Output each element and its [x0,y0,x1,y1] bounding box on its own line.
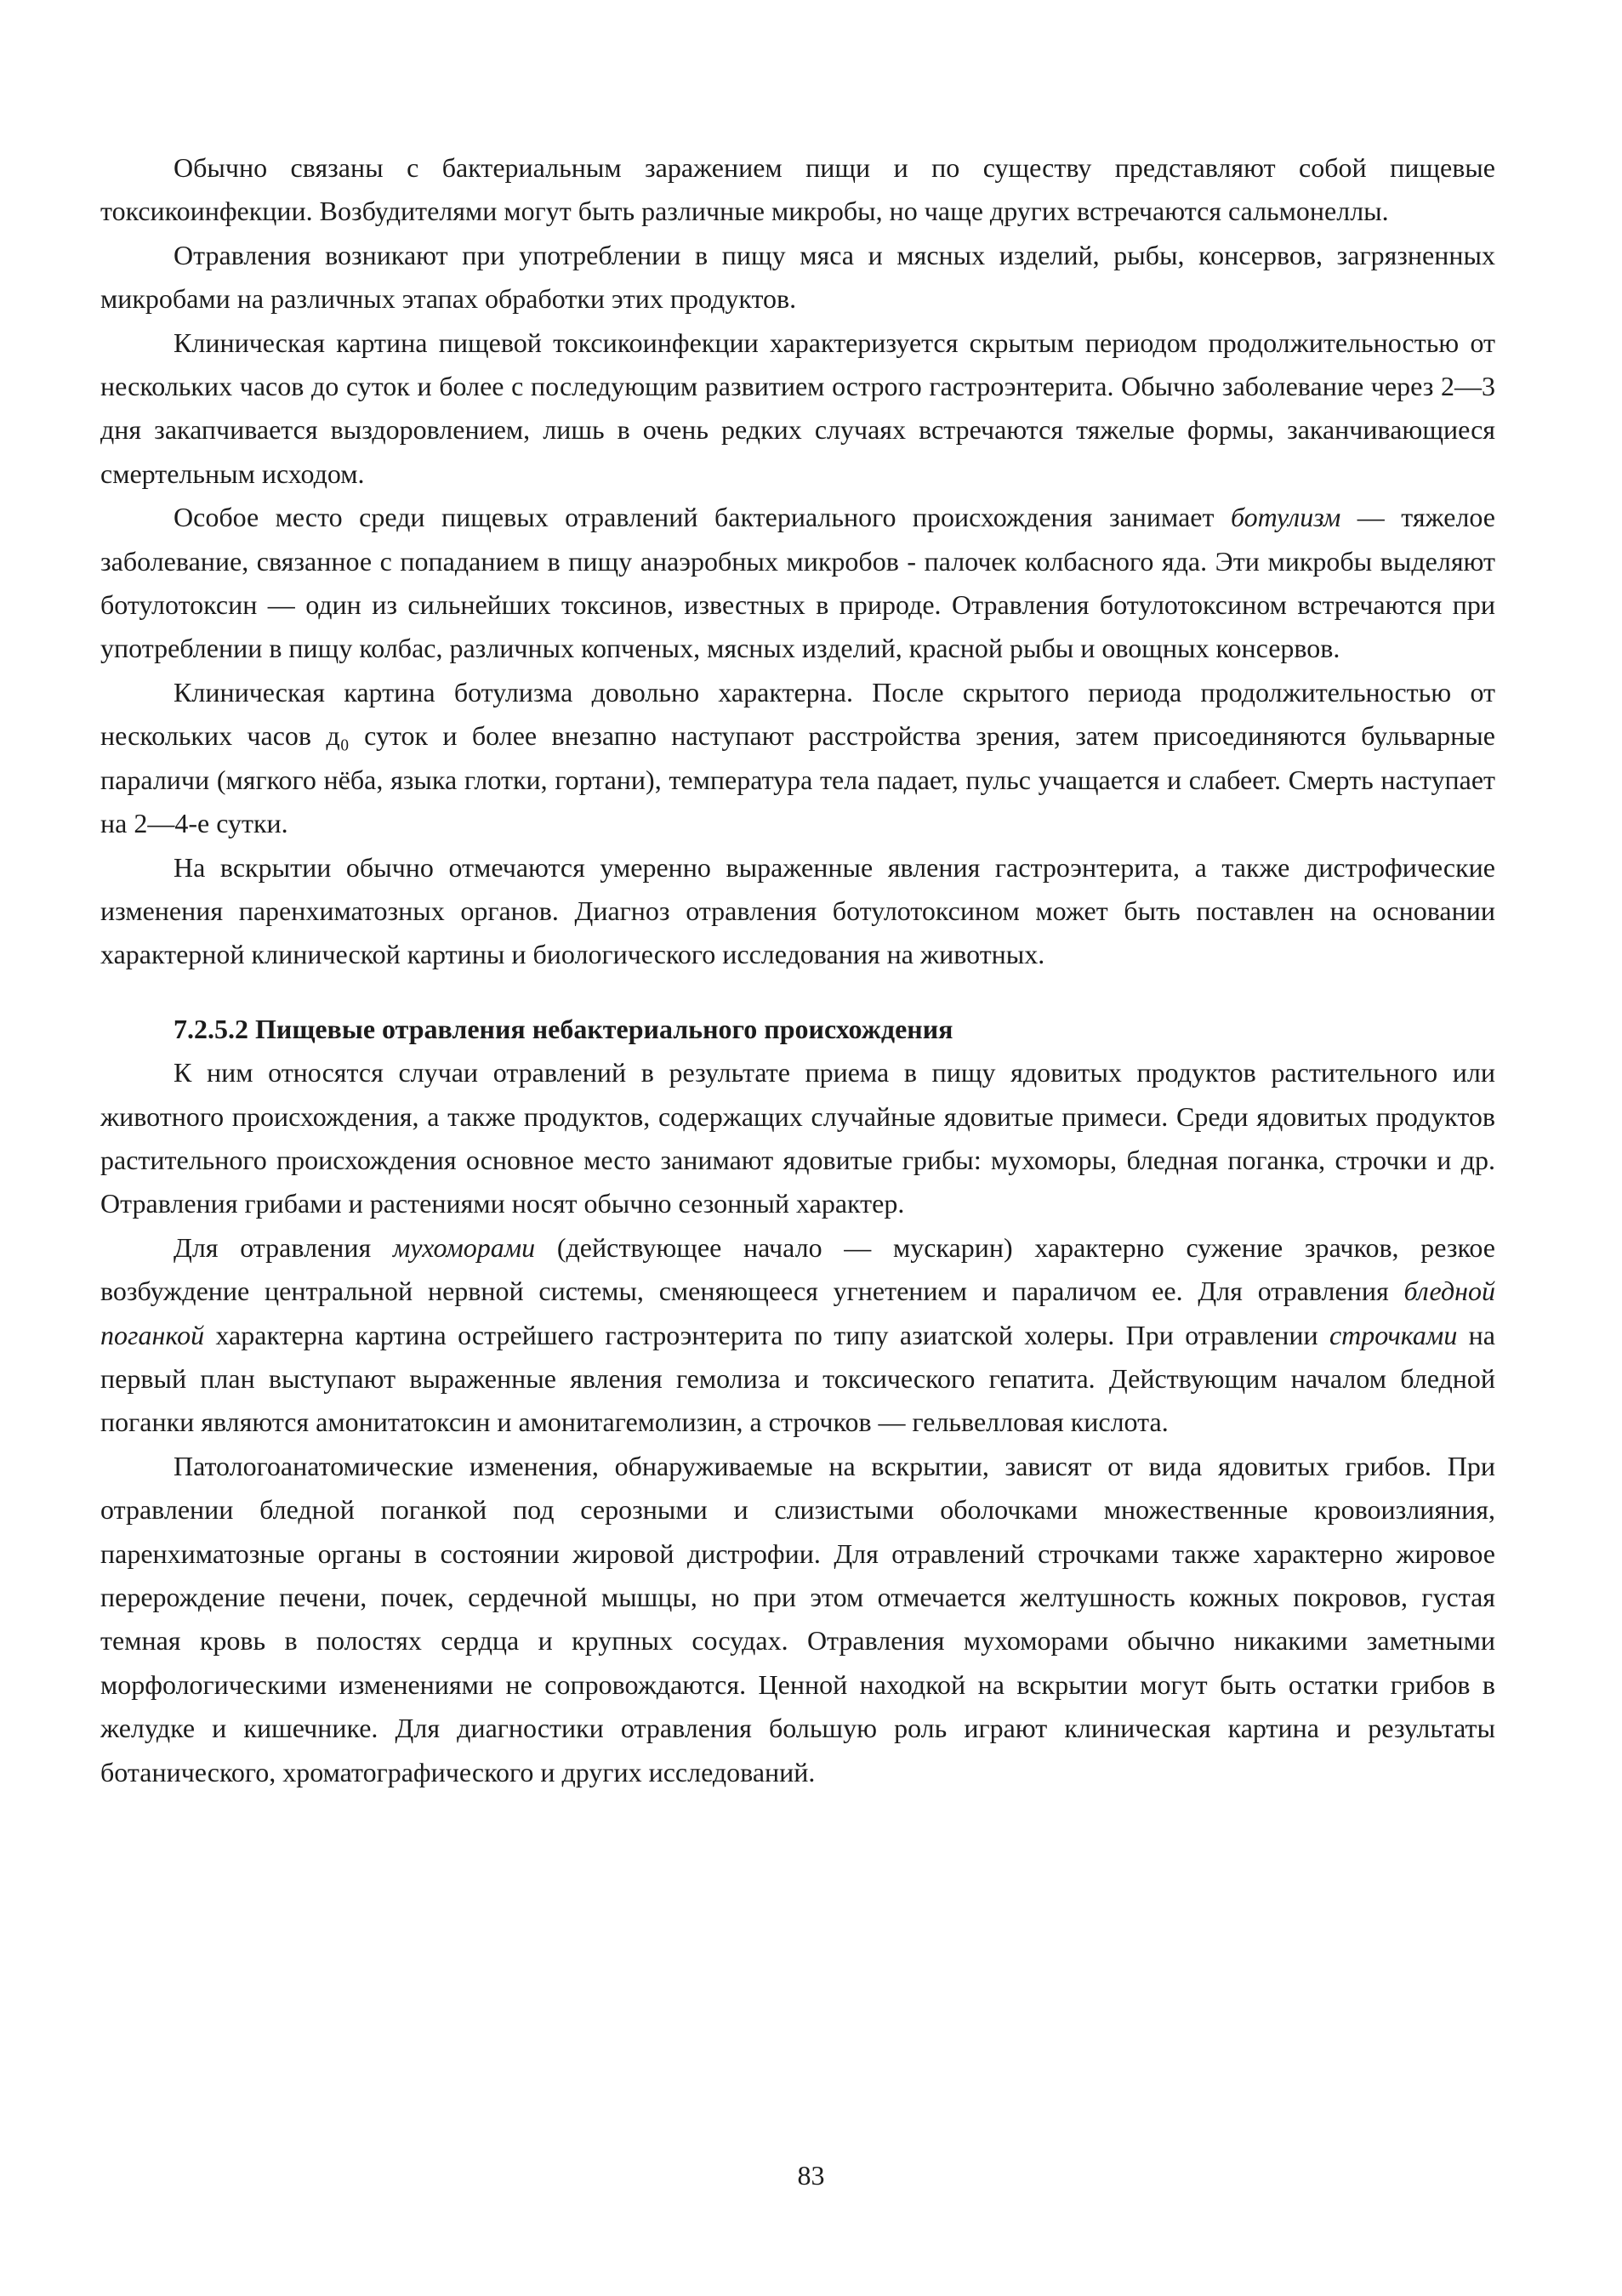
paragraph-nonbacterial: К ним относятся случаи отравлений в результате приема в пищу ядовитых продуктов растительного или животного происхождения, а также продуктов, содержащих случайные ядовитые примеси. Среди ядовитых продуктов растительного происхождения основное место занимают ядовитые грибы: мухоморы, бледная поганка, строчки и др. Отравления грибами и растениями носят обычно сезонный характер. [100,1057,1495,1219]
paragraph-clinical-toxicoinfection: Клиническая картина пищевой токсикоинфекции характеризуется скрытым периодом продолжительностью от нескольких часов до суток и более с последующим развитием острого гастроэнтерита. Обычно заболевание через 2—3 дня закапчивается выздоровлением, лишь в очень редких случаях встречаются тяжелые формы, заканчивающиеся смертельным исходом. [100,327,1495,489]
mushrooms-text-1: Для отравления [174,1231,393,1263]
botulism-text-before: Особое место среди пищевых отравлений бактериального происхождения занимает [174,502,1231,533]
mushrooms-text-3: характерна картина острейшего гастроэнтерита по типу азиатской холеры. При отравлении [204,1319,1329,1350]
botulism-text-after: — тяжелое заболевание, связанное с попаданием в пищу анаэробных микробов - палочек колбасного яда. Эти микробы выделяют ботулотоксин — один из сильнейших токсинов, известных в природе. Отравления ботулотоксином встречаются при употреблении в пищу колбас, различных копченых, мясных изделий, красной рыбы и овощных консервов. [100,502,1496,664]
paragraph-salmonella: Обычно связаны с бактериальным заражением пищи и по существу представляют собой пищевые токсикоинфекции. Возбудителями могут быть различные микробы, но чаще других встречаются сальмонеллы. [100,152,1495,227]
paragraph-pathology: Патологоанатомические изменения, обнаруживаемые на вскрытии, зависят от вида ядовитых грибов. При отравлении бледной поганкой под серозными и слизистыми оболочками множественные кровоизлияния, паренхиматозные органы в состоянии жировой дистрофии. Для отравлений строчками также характерно жировое перерождение печени, почек, сердечной мышцы, но при этом отмечается желтушность кожных покровов, густая темная кровь в полостях сердца и крупных сосудах. Отравления мухоморами обычно никакими заметными морфологическими изменениями не сопровождаются. Ценной находкой на вскрытии могут быть остатки грибов в желудке и кишечнике. Для диагностики отравления большую роль играют клиническая картина и результаты ботанического, хроматографического и других исследований. [100,1450,1495,1787]
mushrooms-term-death-cap: бледной поганкой [100,1276,1495,1350]
section-heading: 7.2.5.2 Пищевые отравления небактериального происхождения [174,1013,953,1044]
mushrooms-text-4: на первый план выступают выраженные явления гемолиза и токсического гепатита. Действующим началом бледной поганки являются амонитатоксин и амонитагемолизин, а строчков — гельвелловая кислота. [100,1319,1496,1438]
paragraph-mushrooms [100,1226,1495,1445]
mushrooms-term-amanita: мухоморами [392,1231,536,1263]
mushrooms-term-gyromitra: строчками [1329,1319,1458,1350]
paragraph-autopsy: На вскрытии обычно отмечаются умеренно выраженные явления гастроэнтерита, а также дистрофические изменения паренхиматозных органов. Диагноз отравления ботулотоксином может быть поставлен на основании характерной клинической картины и биологического исследования на животных. [100,851,1495,970]
paragraph-botulism-clinical: Клиническая картина ботулизма довольно характерна. После скрытого периода продолжительностью от нескольких часов д₀ суток и более внезапно наступают расстройства зрения, затем присоединяются бульварные параличи (мягкого нёба, языка глотки, гортани), температура тела падает, пульс учащается и слабеет. Смерть наступает на 2—4-е сутки. [100,676,1495,839]
botulism-term: ботулизм [1230,502,1341,533]
paragraph-botulism [100,496,1495,671]
page-body [100,146,1495,1794]
page-number: 83 [797,2160,825,2191]
paragraph-sources: Отравления возникают при употреблении в пищу мяса и мясных изделий, рыбы, консервов, загрязненных микробами на различных этапах обработки этих продуктов. [100,239,1495,315]
mushrooms-text-2: (действующее начало — мускарин) характерно сужение зрачков, резкое возбуждение центральной нервной системы, сменяющееся угнетением и параличом ее. Для отравления [100,1231,1496,1307]
